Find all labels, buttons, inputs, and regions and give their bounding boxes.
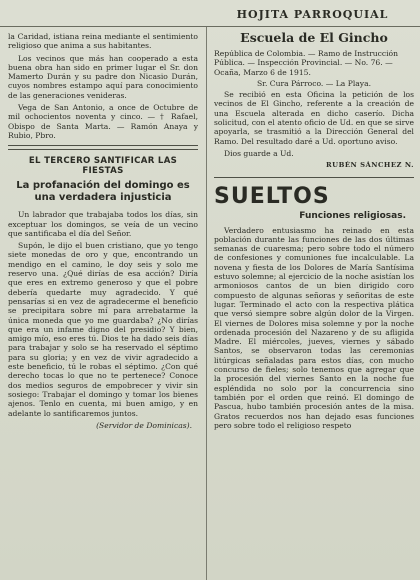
sueltos-title: SUELTOS [214,183,330,209]
article-source: (Servidor de Dominicas). [96,420,192,430]
letter-closing: Dios guarde a Ud. [224,148,294,158]
right-column [214,28,414,580]
article-paragraph: Un labrador que trabajaba todos los días, sin exceptuar los domingos, se veía de un vecino que santificaba el día del Señor. [8,210,198,238]
paragraph-charity: la Caridad, istiana reina mediante el sentimiento religioso que anima a sus habitantes. [8,32,198,51]
article-paragraph: Supón, le dijo el buen cristiano, que yo tengo siete monedas de oro y que, encontrando un mendigo en el camino, le doy seis y solo me reservo una. ¿Qué dirías de esa acción? Diría que eres en extremo generoso y que el pobre debería quedarte muy agradecido. Y qué pensarías si en vez de agradecerme el beneficio se precipitara sobre mí para arrebatarme la única moneda que yo me guardaba? ¿No dirías que era un infame digno del presidio? Y bien, amigo mío, eso eres tú. Dios te ha dado seis días para trabajar y solo se ha reservado el séptimo para su gloria; y en vez de vivir agradecido a este beneficio, tú le robas el séptimo. ¿Con qué derecho tocas lo que no te pertenece? Conoce dos medios seguros de empobrecer y vivir sin sosiego: Trabajar el domingo y tomar los bienes ajenos. Tenlo en cuenta, mi buen amigo, y en adelante lo santificaremos juntos. [8,241,198,418]
column-divider [206,27,207,580]
section-heading: EL TERCERO SANTIFICAR LAS FIESTAS [28,156,178,177]
paragraph-neighbors: Los vecinos que más han cooperado a esta buena obra han sido en primer lugar el Sr. don Mamerto Durán y su padre don Nicasio Durán, cuyos nombres estampo aquí para conocimiento de las generaciones venideras. [8,53,198,100]
section-divider [214,177,414,178]
left-column [8,32,198,580]
official-header: República de Colombia. — Ramo de Instrucción Pública. — Inspección Provincial. — No. 76. — Ocaña, Marzo 6 de 1915. [214,49,399,77]
salutation: Sr. Cura Párroco. — La Playa. [256,78,372,88]
school-title: Escuela de El Gincho [240,30,388,45]
sueltos-subhead: Funciones religiosas. [299,210,406,221]
letter-body: Se recibió en esta Oficina la petición de los vecinos de El Gincho, referente a la creación de una Escuela alterada en dicho caserío. Dicha solicitud, con el atento oficio de Ud. en que se sirve apoyarla, se trasmitió a la Dirección General del Ramo. Del resultado daré a Ud. oportuno aviso. [214,90,414,146]
place-date-signature: Vega de San Antonio, a once de Octubre de mil ochocientos noventa y cinco. — † Rafael, Obispo de Santa Marta. — Ramón Anaya y Rubio, Pbro. [8,103,198,140]
top-rule [0,26,420,27]
running-title: HOJITA PARROQUIAL [236,8,389,21]
letter-signature: RUBÉN SÁNCHEZ N. [326,161,414,170]
article-title: La profanación del domingo es una verdadera injusticia [16,180,190,204]
sueltos-body: Verdadero entusiasmo ha reinado en esta población durante las funciones de las dos últimas semanas de cuaresma; pero sobre todo el número de confesiones y comuniones fue incalculable. La novena y fiesta de los Dolores de María Santísima estuvo solemne; al ejercicio de la noche asistían los armoniosos cantos de un bien dirigido coro compuesto de algunas señoras y señoritas de este lugar. Terminado el acto con la respectiva plática que versó siempre sobre algún dolor de la Virgen. El viernes de Dolores misa solemne y por la noche ordenada procesión del Nazareno y de su afligida Madre. El miércoles, jueves, viernes y sábado Santos, se observaron todas las ceremonias litúrgicas señaladas para estos días, con mucho concurso de fieles; solo tenemos que agregar que la procesión del viernes Santo en la noche fue espléndida no solo por la concurrencia sino también por el orden que reinó. El domingo de Pascua, hubo también procesión antes de la misa. Gratos recuerdos nos han dejado esas funciones pero sobre todo el religioso respeto [214,225,414,430]
section-divider [8,145,198,150]
